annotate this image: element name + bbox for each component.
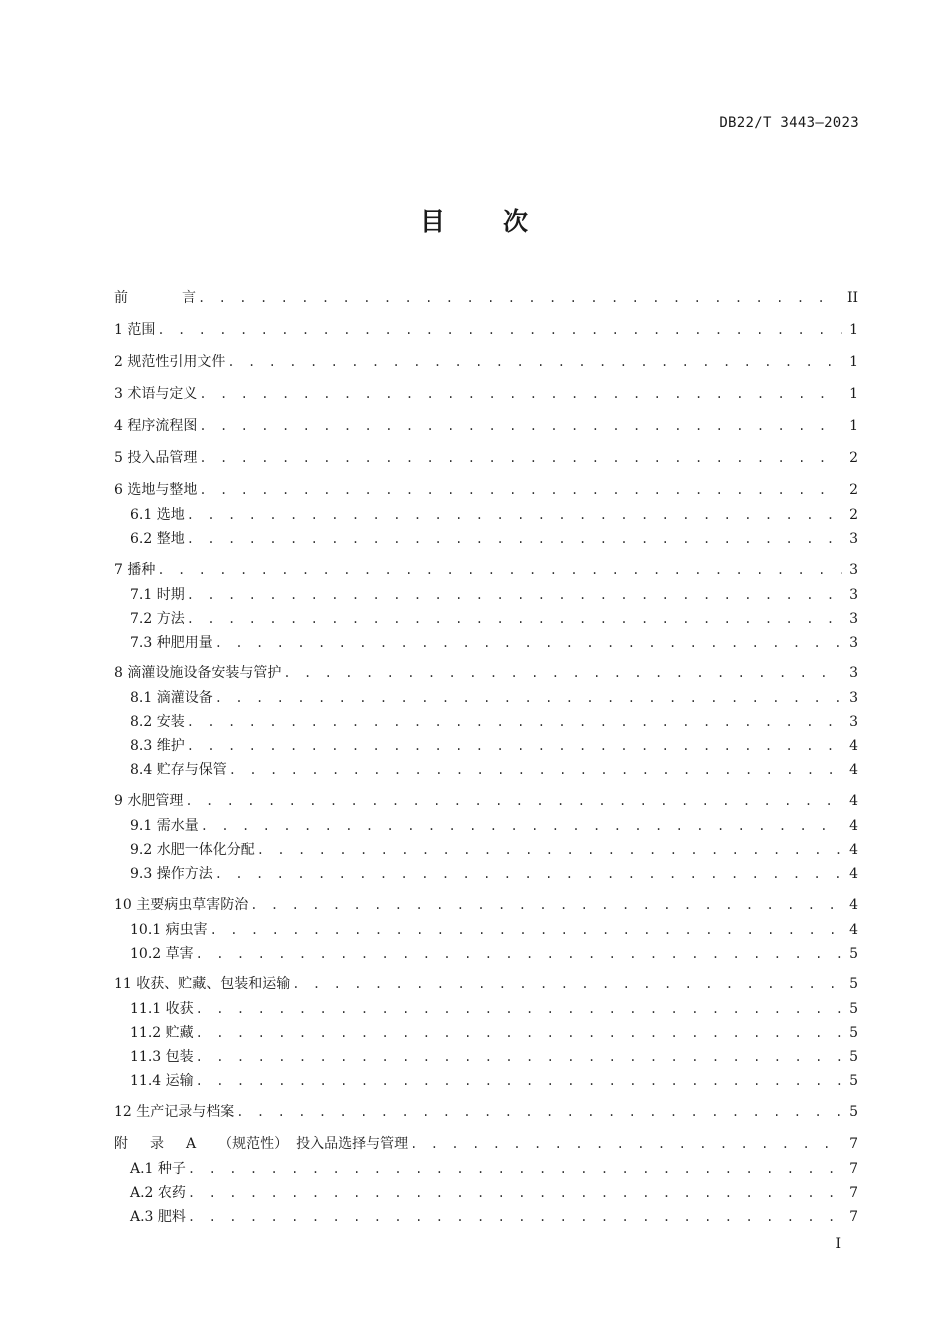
toc-entry-page: 4	[849, 897, 858, 913]
toc-entry-page: 3	[849, 531, 858, 547]
toc-subentry[interactable]	[130, 583, 858, 607]
toc-entry-page: 4	[849, 738, 858, 754]
toc-leader-dots	[185, 789, 842, 813]
toc-leader-dots	[199, 478, 842, 502]
toc-entry-page: 5	[849, 946, 858, 962]
toc-entry[interactable]	[114, 558, 858, 582]
toc-entry-page: 2	[849, 450, 858, 466]
toc-entry-label: 前 言	[114, 290, 196, 306]
toc-leader-dots	[187, 607, 842, 631]
toc-entry-label: 11.3 包装	[130, 1049, 194, 1065]
toc-entry-page: 1	[849, 322, 858, 338]
toc-entry[interactable]	[114, 414, 858, 438]
toc-entry[interactable]	[114, 893, 858, 917]
toc-leader-dots	[188, 1181, 842, 1205]
toc-entry-label: A.2 农药	[130, 1185, 186, 1201]
toc-entry-page: 5	[849, 976, 858, 992]
toc-entry-label: 附 录 A （规范性） 投入品选择与管理	[114, 1136, 409, 1152]
toc-leader-dots	[201, 814, 842, 838]
toc-subentry[interactable]	[130, 862, 858, 886]
toc-leader-dots	[199, 382, 842, 406]
toc-leader-dots	[157, 318, 842, 342]
toc-leader-dots	[283, 661, 842, 685]
toc-entry[interactable]	[114, 318, 858, 342]
toc-leader-dots	[187, 734, 842, 758]
toc-leader-dots	[250, 893, 842, 917]
toc-entry-label: 7.2 方法	[130, 611, 185, 627]
toc-subentry[interactable]	[130, 918, 858, 942]
toc-subentry[interactable]	[130, 942, 858, 966]
toc-leader-dots	[229, 758, 842, 782]
toc-entry-page: 4	[849, 762, 858, 778]
toc-leader-dots	[196, 997, 842, 1021]
toc-leader-dots	[199, 446, 842, 470]
toc-entry-label: 2 规范性引用文件	[114, 354, 226, 370]
toc-entry-page: 5	[849, 1073, 858, 1089]
toc-entry-page: 4	[849, 922, 858, 938]
toc-entry-label: 11.2 贮藏	[130, 1025, 194, 1041]
toc-leader-dots	[227, 350, 842, 374]
toc-entry-label: 6 选地与整地	[114, 482, 198, 498]
toc-entry-page: 7	[849, 1136, 858, 1152]
toc-entry-page: 3	[849, 714, 858, 730]
toc-entry-appendix-a[interactable]	[114, 1132, 858, 1156]
toc-entry-label: 1 范围	[114, 322, 156, 338]
title-char-right: 次	[503, 207, 531, 236]
toc-subentry[interactable]	[130, 838, 858, 862]
page-number: I	[835, 1236, 841, 1252]
toc-entry-label: 8.2 安装	[130, 714, 185, 730]
toc-entry-label: 8 滴灌设施设备安装与管护	[114, 665, 282, 681]
toc-subentry[interactable]	[130, 997, 858, 1021]
toc-entry-page: II	[846, 290, 858, 306]
toc-entry-page: 4	[849, 866, 858, 882]
toc-leader-dots	[236, 1100, 842, 1124]
toc-entry-page: 3	[849, 562, 858, 578]
toc-entry-page: 5	[849, 1001, 858, 1017]
toc-subentry[interactable]	[130, 607, 858, 631]
toc-entry-label: 11.4 运输	[130, 1073, 194, 1089]
toc-leader-dots	[188, 1157, 842, 1181]
toc-entry-page: 1	[849, 354, 858, 370]
toc-entry[interactable]	[114, 350, 858, 374]
toc-subentry[interactable]	[130, 1021, 858, 1045]
toc-entry-label: 7 播种	[114, 562, 156, 578]
toc-subentry[interactable]	[130, 758, 858, 782]
toc-entry-label: A.1 种子	[130, 1161, 186, 1177]
toc-entry-label: 5 投入品管理	[114, 450, 198, 466]
toc-leader-dots	[215, 686, 842, 710]
toc-entry-page: 4	[849, 842, 858, 858]
toc-entry-label: 6.1 选地	[130, 507, 185, 523]
toc-entry-label: 9 水肥管理	[114, 793, 184, 809]
title-char-left: 目	[419, 207, 447, 236]
toc-subentry[interactable]	[130, 1045, 858, 1069]
toc-leader-dots	[188, 1205, 842, 1229]
toc-subentry[interactable]	[130, 1069, 858, 1093]
toc-entry-page: 3	[849, 587, 858, 603]
toc-entry[interactable]	[114, 478, 858, 502]
toc-entry-label: 10.2 草害	[130, 946, 194, 962]
toc-entry-label: 10.1 病虫害	[130, 922, 208, 938]
toc-entry-label: 6.2 整地	[130, 531, 185, 547]
toc-leader-dots	[196, 1021, 842, 1045]
toc-subentry[interactable]	[130, 1157, 858, 1181]
toc-entry-label: 11 收获、贮藏、包装和运输	[114, 976, 291, 992]
toc-entry-foreword[interactable]	[114, 286, 858, 310]
toc-leader-dots	[210, 918, 842, 942]
toc-entry[interactable]	[114, 1100, 858, 1124]
toc-subentry[interactable]	[130, 734, 858, 758]
toc-entry-page: 7	[849, 1209, 858, 1225]
toc-subentry[interactable]	[130, 686, 858, 710]
toc-leader-dots	[196, 1045, 842, 1069]
toc-entry-label: 8.1 滴灌设备	[130, 690, 213, 706]
toc-entry[interactable]	[114, 789, 858, 813]
toc-leader-dots	[215, 631, 842, 655]
toc-entry-page: 4	[849, 793, 858, 809]
toc-entry-page: 3	[849, 665, 858, 681]
toc-leader-dots	[187, 583, 842, 607]
toc-leader-dots	[292, 972, 842, 996]
toc-subentry[interactable]	[130, 631, 858, 655]
toc-entry[interactable]	[114, 382, 858, 406]
toc-entry-label: 9.2 水肥一体化分配	[130, 842, 255, 858]
toc-subentry[interactable]	[130, 710, 858, 734]
toc-entry-label: 9.1 需水量	[130, 818, 199, 834]
toc-entry-label: 7.1 时期	[130, 587, 185, 603]
toc-entry[interactable]	[114, 661, 858, 685]
toc-entry-page: 7	[849, 1185, 858, 1201]
toc-leader-dots	[196, 942, 842, 966]
toc-entry-page: 5	[849, 1049, 858, 1065]
toc-entry[interactable]	[114, 972, 858, 996]
toc-leader-dots	[157, 558, 842, 582]
toc-subentry[interactable]	[130, 527, 858, 551]
toc-entry-label: 11.1 收获	[130, 1001, 194, 1017]
toc-entry-label: 10 主要病虫草害防治	[114, 897, 249, 913]
toc-subentry[interactable]	[130, 503, 858, 527]
toc-leader-dots	[257, 838, 842, 862]
toc-entry[interactable]	[114, 446, 858, 470]
toc-entry-page: 5	[849, 1104, 858, 1120]
toc-entry-label: 9.3 操作方法	[130, 866, 213, 882]
toc-leader-dots	[187, 503, 842, 527]
toc-leader-dots	[196, 1069, 842, 1093]
toc-entry-label: 12 生产记录与档案	[114, 1104, 235, 1120]
toc-entry-label: 3 术语与定义	[114, 386, 198, 402]
toc-entry-label: 7.3 种肥用量	[130, 635, 213, 651]
toc-leader-dots	[410, 1132, 842, 1156]
toc-leader-dots	[187, 710, 842, 734]
page-title	[0, 202, 950, 238]
toc-entry-label: 8.3 维护	[130, 738, 185, 754]
toc-subentry[interactable]	[130, 814, 858, 838]
toc-entry-page: 3	[849, 611, 858, 627]
toc-leader-dots	[199, 414, 842, 438]
toc-entry-page: 2	[849, 482, 858, 498]
toc-entry-page: 5	[849, 1025, 858, 1041]
toc-subentry[interactable]	[130, 1181, 858, 1205]
toc-entry-page: 3	[849, 635, 858, 651]
toc-entry-page: 3	[849, 690, 858, 706]
toc-subentry[interactable]	[130, 1205, 858, 1229]
toc-leader-dots	[215, 862, 842, 886]
toc-entry-label: 4 程序流程图	[114, 418, 198, 434]
toc-entry-page: 1	[849, 418, 858, 434]
toc-entry-label: A.3 肥料	[130, 1209, 186, 1225]
toc-entry-page: 1	[849, 386, 858, 402]
toc-entry-label: 8.4 贮存与保管	[130, 762, 227, 778]
toc-leader-dots	[198, 286, 841, 310]
toc-entry-page: 7	[849, 1161, 858, 1177]
toc-entry-page: 2	[849, 507, 858, 523]
toc-entry-page: 4	[849, 818, 858, 834]
toc-leader-dots	[187, 527, 842, 551]
document-code: DB22/T 3443—2023	[719, 115, 859, 131]
